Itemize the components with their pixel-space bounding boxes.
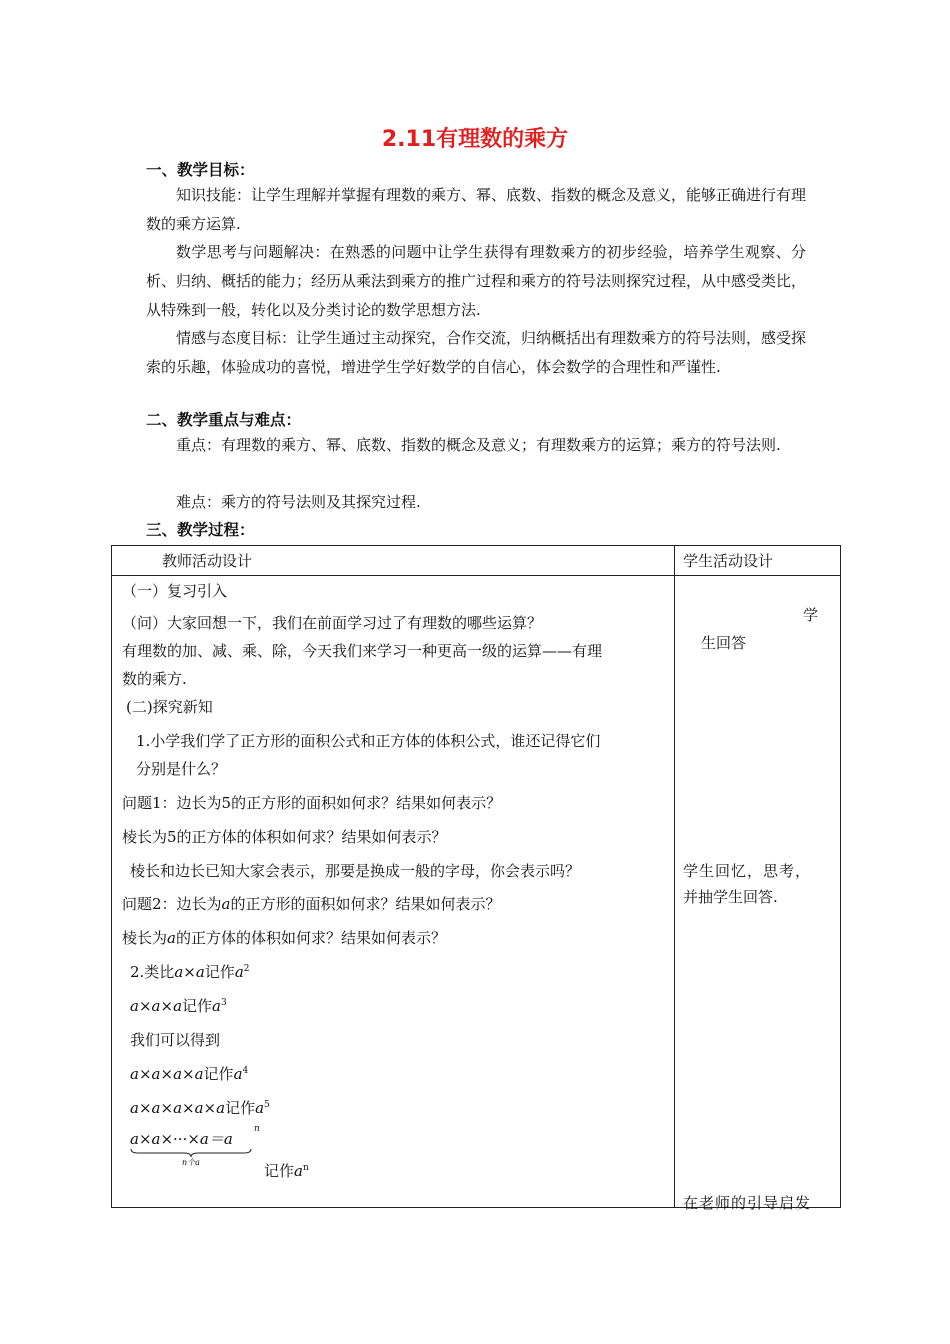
student-answer-1b: 生回答 xyxy=(701,634,747,652)
teacher-activity-cell xyxy=(112,576,675,1208)
explore-heading: (二)探究新知 xyxy=(126,698,213,716)
teaching-process-table xyxy=(111,545,841,1212)
brace-label: n个a xyxy=(182,1158,200,1167)
we-can-get: 我们可以得到 xyxy=(130,1031,221,1049)
analogy-a2: 2.类比a×a记作$a^2$ xyxy=(130,963,250,981)
student-answer-1a: 学 xyxy=(803,606,819,624)
difficult-points: 难点：乘方的符号法则及其探究过程. xyxy=(176,493,421,511)
general-letter-prompt: 棱长和边长已知大家会表示，那要是换成一般的字母，你会表示吗？ xyxy=(130,862,581,880)
analogy-a3: a×a×a记作$a^3$ xyxy=(130,997,227,1015)
header-teacher-label: 教师活动设计 xyxy=(162,552,253,570)
section-2-heading: 二、教学重点与难点： xyxy=(146,411,302,429)
analogy-a4: a×a×a×a记作$a^4$ xyxy=(130,1065,249,1083)
review-heading: （一）复习引入 xyxy=(122,582,228,600)
analogy-an: 记作$a^n$ xyxy=(264,1162,309,1180)
objective-thinking: 数学思考与问题解决：在熟悉的问题中让学生获得有理数乘方的初步经验，培养学生观察、分析、归纳、概括的能力；经历从乘法到乘方的推广过程和乘方的符号法则探究过程，从中感受类比，从特殊到一般，转化以及分类讨论的数学思想方法. xyxy=(146,243,807,319)
key-points: 重点：有理数的乘方、幂、底数、指数的概念及意义；有理数乘方的运算；乘方的符号法则. xyxy=(176,436,781,454)
objective-knowledge: 知识技能：让学生理解并掌握有理数的乘方、幂、底数、指数的概念及意义，能够正确进行有理数的乘方运算. xyxy=(146,186,807,233)
question-1-volume: 棱长为5的正方体的体积如何求？结果如何表示？ xyxy=(122,828,447,846)
student-activity-cell xyxy=(675,576,841,1212)
review-answer-line1: 有理数的加、减、乘、除，今天我们来学习一种更高一级的运算——有理 xyxy=(122,642,603,660)
header-student-label: 学生活动设计 xyxy=(683,552,774,570)
page-title: 2.11有理数的乘方 xyxy=(381,127,569,152)
review-answer-line2: 数的乘方. xyxy=(122,670,187,688)
student-answer-2b: 并抽学生回答. xyxy=(683,888,778,906)
analogy-a5: a×a×a×a×a记作$a^5$ xyxy=(130,1099,270,1117)
explore-intro-line2: 分别是什么？ xyxy=(136,760,227,778)
brace-exponent: n xyxy=(254,1124,260,1134)
header-student xyxy=(675,546,841,576)
question-2-area: 问题2：边长为a的正方形的面积如何求？结果如何表示？ xyxy=(122,895,501,913)
question-2-volume: 棱长为a的正方体的体积如何求？结果如何表示？ xyxy=(122,929,446,947)
question-1-area: 问题1：边长为5的正方形的面积如何求？结果如何表示？ xyxy=(122,794,502,812)
review-question: （问）大家回想一下，我们在前面学习过了有理数的哪些运算？ xyxy=(122,614,543,632)
student-answer-3: 在老师的引导启发 xyxy=(683,1194,812,1212)
explore-intro-line1: 1.小学我们学了正方形的面积公式和正方体的体积公式，谁还记得它们 xyxy=(136,732,601,750)
objective-attitude: 情感与态度目标：让学生通过主动探究，合作交流，归纳概括出有理数乘方的符号法则，感受探索的乐趣，体验成功的喜悦，增进学生学好数学的自信心，体会数学的合理性和严谨性. xyxy=(146,329,807,376)
section-1-heading: 一、教学目标： xyxy=(146,161,255,179)
header-teacher xyxy=(112,546,675,576)
student-answer-2a: 学生回忆，思考， xyxy=(683,862,812,880)
section-3-heading: 三、教学过程： xyxy=(146,521,255,539)
brace-expression: a×a×···×a＝a xyxy=(130,1130,233,1148)
